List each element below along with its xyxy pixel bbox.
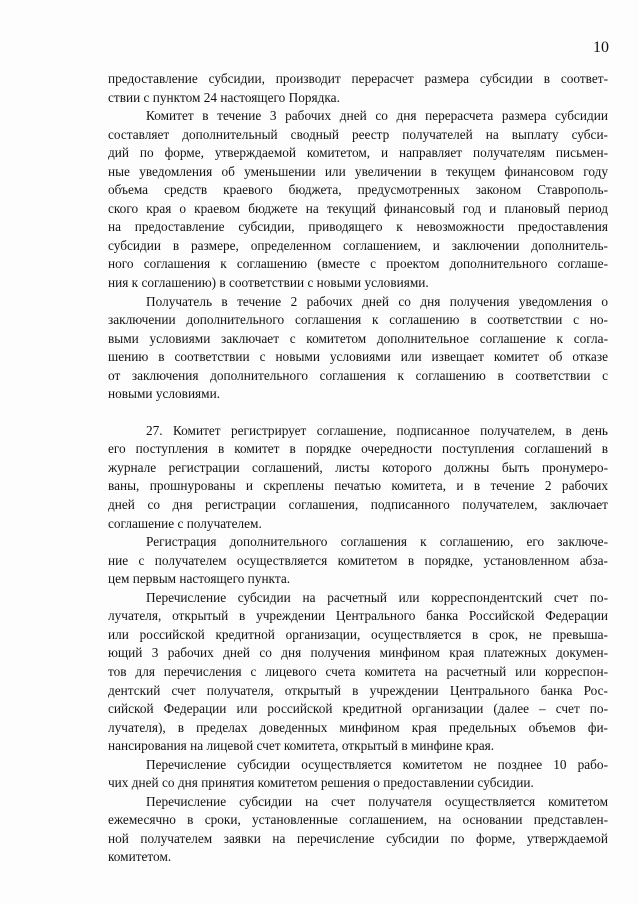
text-line: Перечисление субсидии на счет получателя осуществляется комитетом [146,793,608,809]
paragraph [108,793,608,867]
text-line: ной получателем заявки на перечисление субсидии по форме, утверждаемой [108,830,608,846]
text-line: ния к соглашению) в соответствии с новыми условиями. [108,275,429,291]
text-line: шению в соответствии с новыми условиями или извещает комитет об отказе [108,349,608,365]
text-line: от заключения дополнительного соглашения к соглашению в соответствии с [108,367,608,383]
text-line: ющий 3 рабочих дней со дня получения минфином края платежных докумен- [108,645,608,661]
text-line: тов для перечисления с лицевого счета комитета на расчетный или корреспон- [108,663,608,679]
text-line: Перечисление субсидии на расчетный или корреспондентский счет по- [146,589,608,605]
text-line: нансирования на лицевой счет комитета, открытый в минфине края. [108,738,495,754]
text-line: ского края о краевом бюджете на текущий финансовый год и плановый период [108,200,608,216]
text-line: заключении дополнительного соглашения к соглашению в соответствии с но- [108,312,608,328]
text-line: на предоставление субсидии, приводящего к невозможности предоставления [108,219,608,235]
text-line: новыми условиями. [108,386,221,402]
text-line: сийской Федерации или российской кредитной организации (далее – счет по- [108,701,608,717]
text-line: Регистрация дополнительного соглашения к соглашению, его заключе- [146,534,608,550]
text-line: предоставление субсидии, производит перерасчет размера субсидии в соответ- [108,71,608,86]
text-line: дней со дня регистрации соглашения, подписанного получателем, заключает [108,497,608,513]
text-line: объема средств краевого бюджета, предусмотренных законом Ставрополь- [108,182,608,198]
text-line: субсидии в размере, определенном соглашением, и заключении дополнитель- [108,237,608,253]
text-line: лучателя), в пределах доведенных минфином края предельных объемов фи- [108,719,608,735]
text-line: чих дней со дня принятия комитетом решения о предоставлении субсидии. [108,775,534,791]
paragraph [108,70,608,107]
text-line: комитетом. [108,849,172,865]
text-line: 27. Комитет регистрирует соглашение, подписанное получателем, в день [146,422,608,438]
text-line: ние с получателем осуществляется комитетом в порядке, установленном абза- [108,552,608,568]
text-line: составляет дополнительный сводный реестр получателей на выплату субси- [108,126,608,142]
text-line: выми условиями заключает с комитетом дополнительное соглашение к согла- [108,330,608,346]
text-line: журнале регистрации соглашений, листы которого должны быть пронумеро- [108,459,608,475]
text-line: Перечисление субсидии осуществляется комитетом не позднее 10 рабо- [146,756,608,772]
paragraph [108,533,608,589]
text-line: или российской кредитной организации, осуществляется в срок, не превыша- [108,626,608,642]
paragraph-gap [108,404,608,422]
text-line: ные уведомления об уменьшении или увеличении в текущем финансовом году [108,163,608,179]
paragraph [108,107,608,292]
text-line: ваны, прошнурованы и скреплены печатью комитета, и в течение 2 рабочих [108,478,608,494]
text-line: Получатель в течение 2 рабочих дней со дня получения уведомления о [146,293,608,309]
paragraph [108,422,608,533]
paragraph [108,589,608,756]
text-line: ного соглашения к соглашению (вместе с проектом дополнительного соглаше- [108,256,608,272]
text-line: Комитет в течение 3 рабочих дней со дня перерасчета размера субсидии [146,108,608,124]
text-line: его поступления в комитет в порядке очередности поступления соглашений в [108,441,608,457]
text-line: цем первым настоящего пункта. [108,571,291,587]
text-line: лучателя, открытый в учреждении Центрального банка Российской Федерации [108,608,608,624]
page-number: 10 [593,39,609,56]
paragraph [108,293,608,404]
text-line: соглашение с получателем. [108,515,262,531]
text-line: дентский счет получателя, открытый в учреждении Центрального банка Рос- [108,682,608,698]
text-line: дий по форме, утверждаемой комитетом, и направляет получателям письмен- [108,145,608,161]
text-line: ствии с пунктом 24 настоящего Порядка. [108,89,340,105]
paragraph [108,756,608,793]
text-line: ежемесячно в сроки, установленные соглашением, на основании представлен- [108,812,608,828]
document-body [108,70,608,867]
